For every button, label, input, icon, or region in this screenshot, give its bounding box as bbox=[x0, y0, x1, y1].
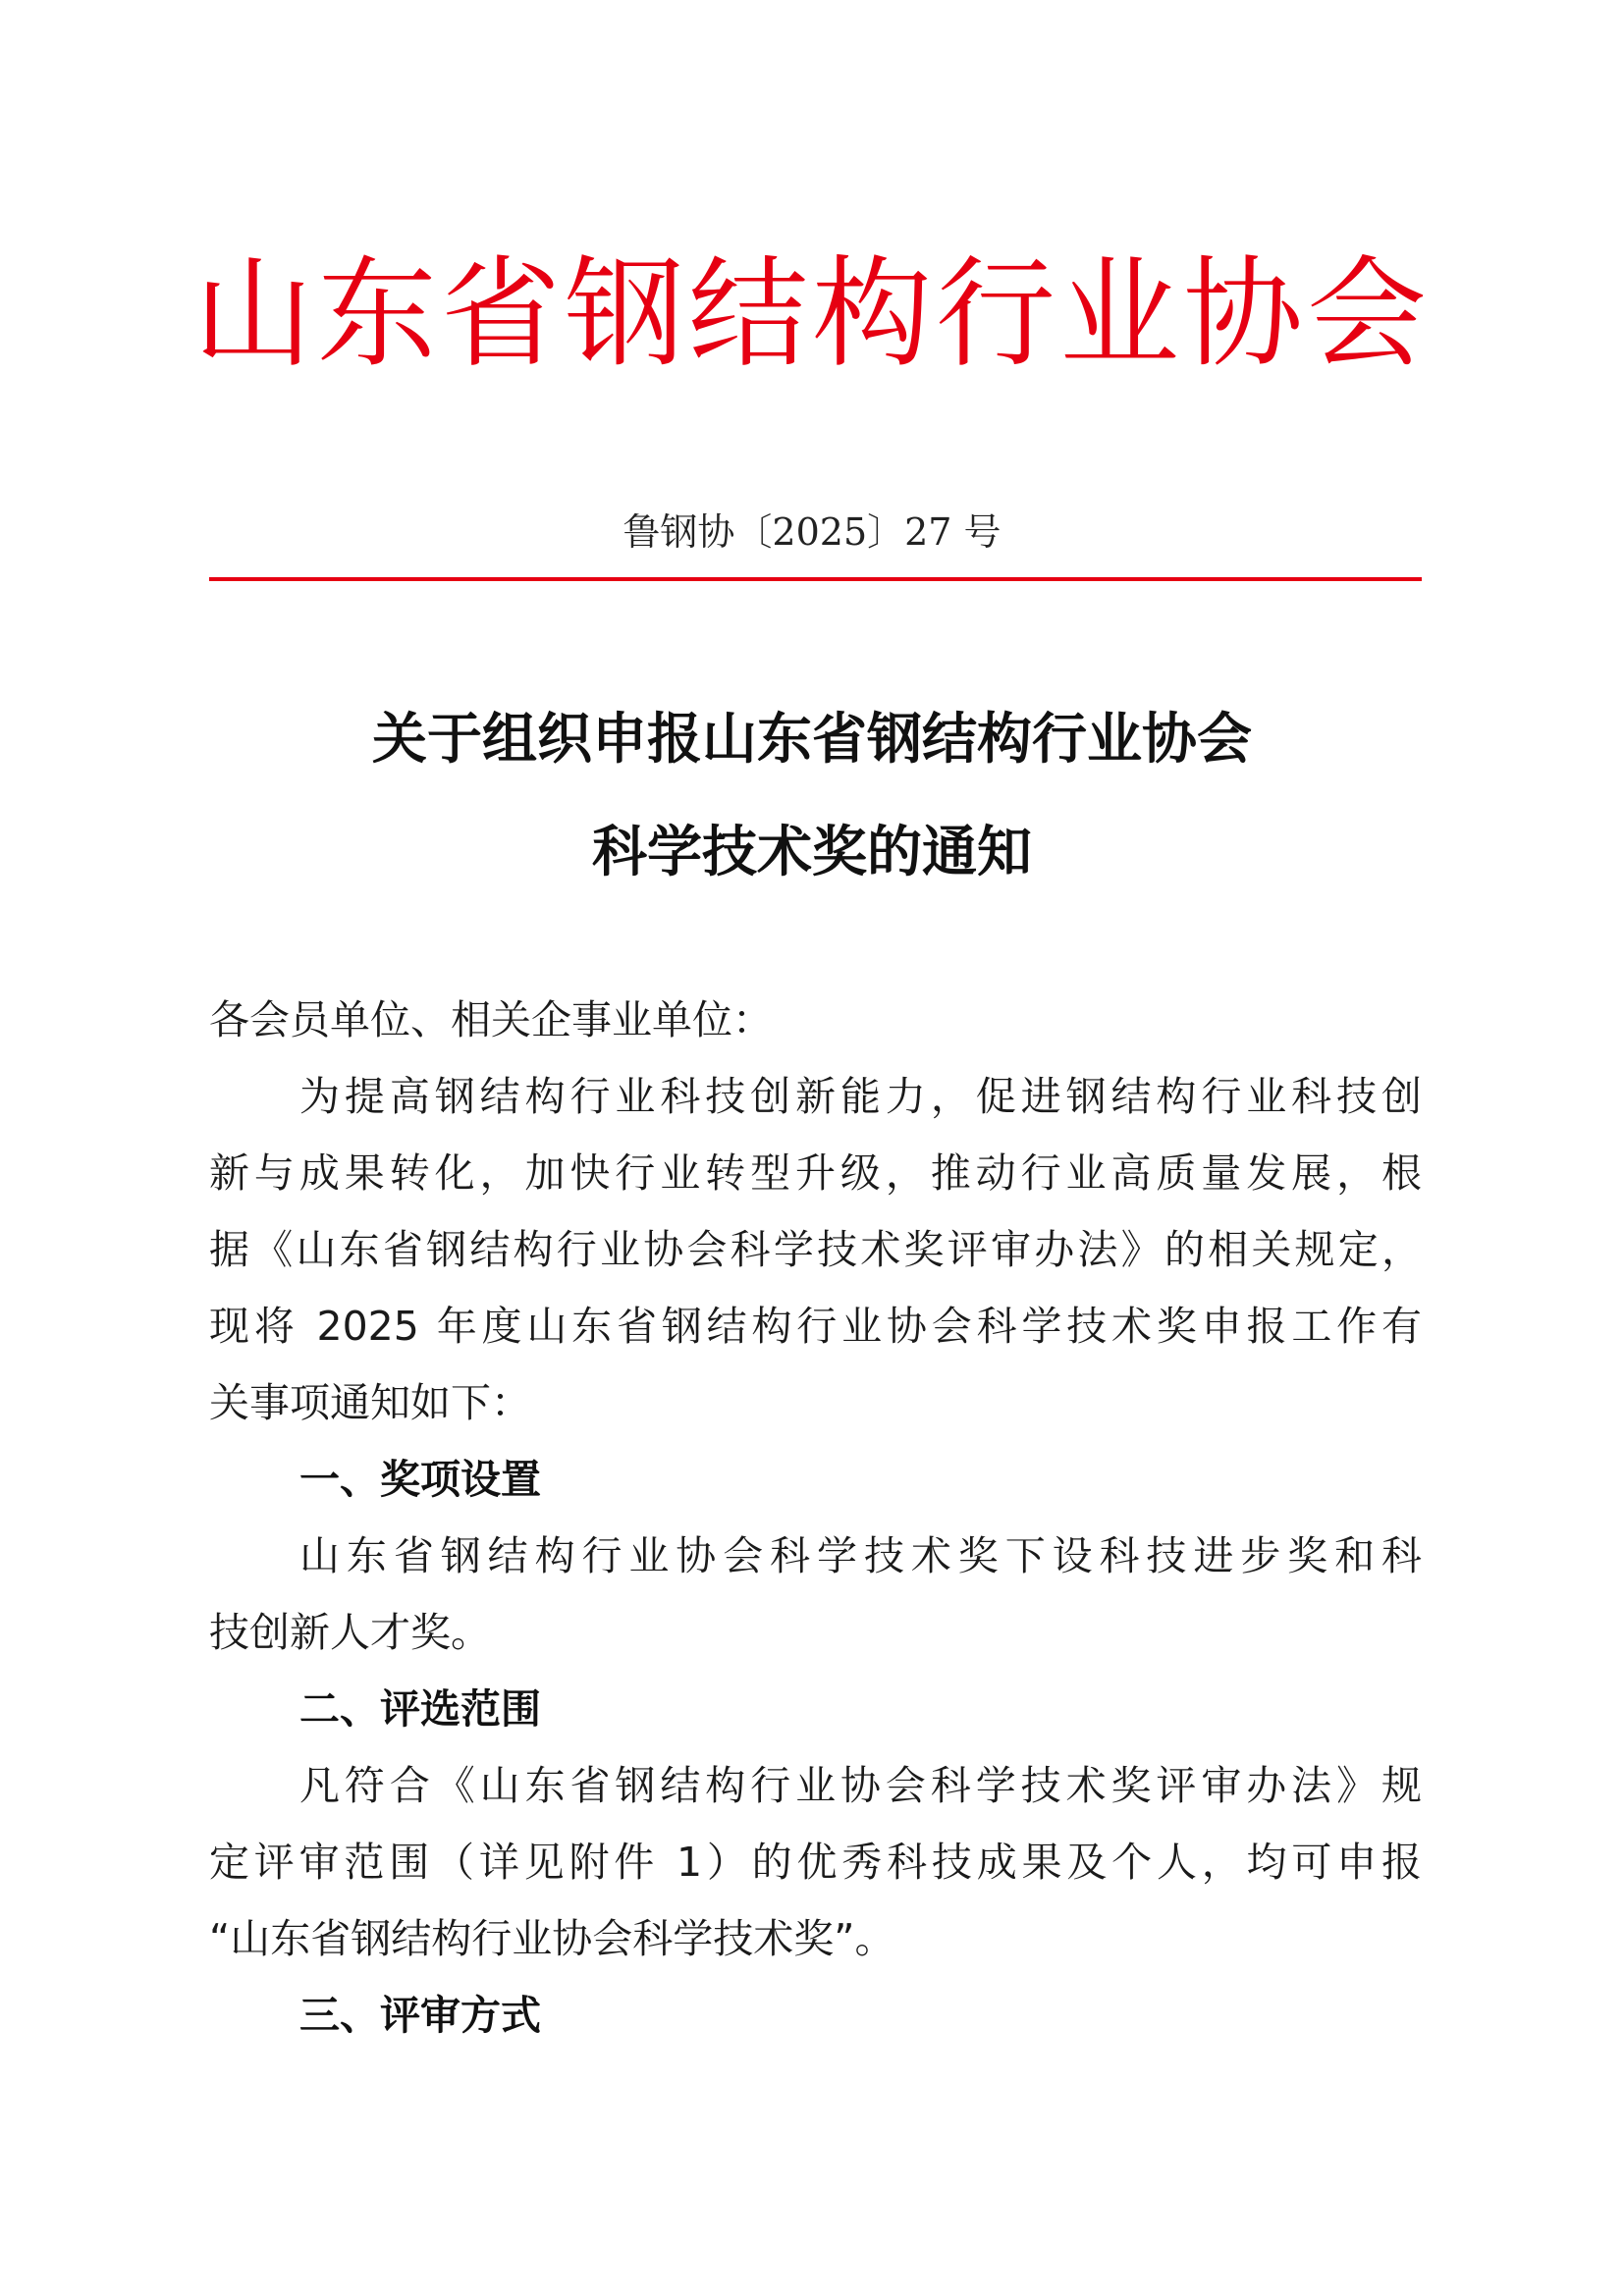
org-header: 山东省钢结构行业协会 bbox=[193, 244, 1431, 384]
salutation: 各会员单位、相关企事业单位： bbox=[209, 996, 773, 1043]
section-heading-scope: 二、评选范围 bbox=[299, 1685, 541, 1733]
document-number: 鲁钢协〔2025〕27 号 bbox=[623, 510, 1001, 554]
notice-title-line-2: 科学技术奖的通知 bbox=[592, 820, 1032, 884]
red-divider bbox=[209, 577, 1422, 581]
intro-line: 新与成果转化，加快行业转型升级，推动行业高质量发展，根 bbox=[209, 1149, 1422, 1197]
section-line: 技创新人才奖。 bbox=[209, 1609, 491, 1656]
intro-line: 现将 2025 年度山东省钢结构行业协会科学技术奖申报工作有 bbox=[209, 1303, 1422, 1350]
notice-title-line-1: 关于组织申报山东省钢结构行业协会 bbox=[372, 707, 1252, 772]
intro-line: 关事项通知如下： bbox=[209, 1379, 531, 1426]
intro-line: 据《山东省钢结构行业协会科学技术奖评审办法》的相关规定， bbox=[209, 1226, 1422, 1273]
section-line: 定评审范围（详见附件 1）的优秀科技成果及个人，均可申报 bbox=[209, 1839, 1422, 1886]
section-heading-awards: 一、奖项设置 bbox=[299, 1456, 541, 1503]
section-heading-review-method: 三、评审方式 bbox=[299, 1992, 541, 2039]
section-line: “山东省钢结构行业协会科学技术奖”。 bbox=[209, 1915, 895, 1962]
section-line: 凡符合《山东省钢结构行业协会科学技术奖评审办法》规 bbox=[299, 1762, 1422, 1809]
intro-line: 为提高钢结构行业科技创新能力，促进钢结构行业科技创 bbox=[299, 1073, 1422, 1120]
section-line: 山东省钢结构行业协会科学技术奖下设科技进步奖和科 bbox=[299, 1532, 1422, 1579]
